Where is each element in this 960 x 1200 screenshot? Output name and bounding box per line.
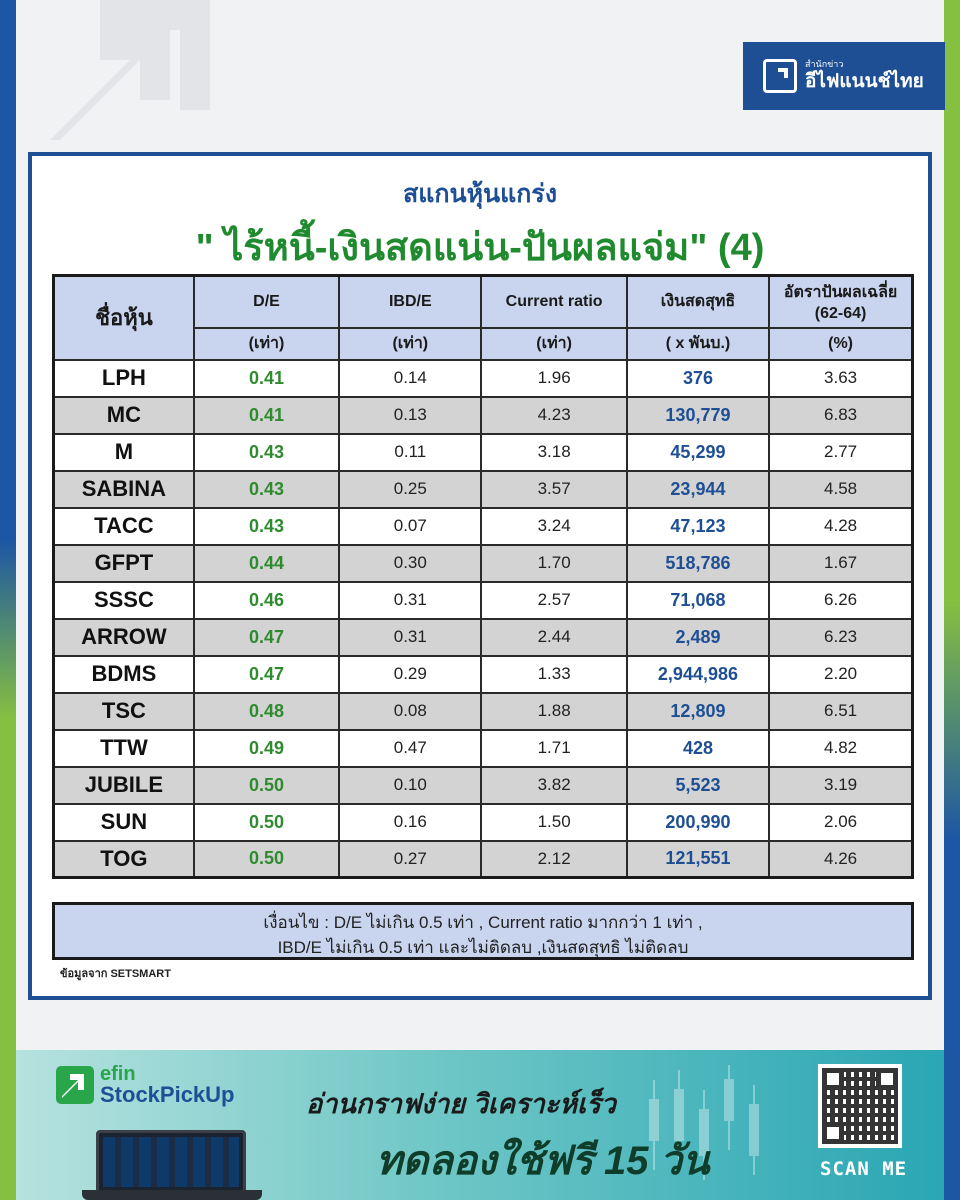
cell-ibde: 0.08	[339, 693, 481, 730]
cell-de: 0.49	[194, 730, 339, 767]
cell-symbol: M	[54, 434, 194, 471]
cell-dividend: 4.26	[769, 841, 912, 878]
laptop-base	[82, 1190, 262, 1200]
table-row	[54, 730, 913, 767]
column-unit-dividend: (%)	[769, 328, 912, 360]
background-arrow-icon	[40, 0, 210, 140]
column-unit-net-cash: ( x พันบ.)	[627, 328, 769, 360]
brand-logo	[743, 42, 945, 110]
cell-current-ratio: 1.88	[481, 693, 626, 730]
table-row	[54, 545, 913, 582]
qr-code-icon[interactable]	[818, 1064, 902, 1148]
page-title: สแกนหุ้นแกร่ง	[402, 180, 558, 208]
table-row	[54, 656, 913, 693]
cell-net-cash: 47,123	[627, 508, 769, 545]
cell-ibde: 0.27	[339, 841, 481, 878]
free-trial-headline[interactable]: ทดลองใช้ฟรี 15 วัน	[376, 1139, 710, 1183]
cell-net-cash: 130,779	[627, 397, 769, 434]
cell-net-cash: 518,786	[627, 545, 769, 582]
column-header-de: D/E	[194, 276, 339, 328]
cell-ibde: 0.14	[339, 360, 481, 397]
cell-net-cash: 12,809	[627, 693, 769, 730]
cell-dividend: 2.77	[769, 434, 912, 471]
cell-ibde: 0.47	[339, 730, 481, 767]
cell-de: 0.47	[194, 656, 339, 693]
condition-line-2: IBD/E ไม่เกิน 0.5 เท่า และไม่ติดลบ ,เงินสดสุทธิ ไม่ติดลบ	[277, 938, 689, 957]
product-name: StockPickUp	[100, 1082, 235, 1107]
cell-de: 0.50	[194, 841, 339, 878]
cell-dividend: 6.51	[769, 693, 912, 730]
cell-symbol: SSSC	[54, 582, 194, 619]
efin-label: efin	[100, 1063, 136, 1085]
cell-current-ratio: 3.18	[481, 434, 626, 471]
cell-de: 0.41	[194, 360, 339, 397]
table-row	[54, 841, 913, 878]
efin-arrow-icon	[56, 1066, 94, 1104]
cell-net-cash: 23,944	[627, 471, 769, 508]
table-row	[54, 619, 913, 656]
brand-arrow-icon	[763, 59, 797, 93]
cell-current-ratio: 1.96	[481, 360, 626, 397]
cell-dividend: 4.28	[769, 508, 912, 545]
cell-symbol: MC	[54, 397, 194, 434]
cell-current-ratio: 2.44	[481, 619, 626, 656]
cell-net-cash: 5,523	[627, 767, 769, 804]
cell-ibde: 0.10	[339, 767, 481, 804]
cell-ibde: 0.31	[339, 582, 481, 619]
brand-caption: สำนักข่าว	[805, 60, 844, 70]
table-row	[54, 471, 913, 508]
column-header-current-ratio: Current ratio	[481, 276, 626, 328]
table-row	[54, 804, 913, 841]
cell-current-ratio: 2.57	[481, 582, 626, 619]
cell-dividend: 6.83	[769, 397, 912, 434]
cell-de: 0.41	[194, 397, 339, 434]
cell-ibde: 0.07	[339, 508, 481, 545]
brand-name: อีไฟแนนช์ไทย	[805, 71, 924, 92]
cell-symbol: TTW	[54, 730, 194, 767]
cell-symbol: GFPT	[54, 545, 194, 582]
cell-net-cash: 376	[627, 360, 769, 397]
left-accent-strip	[0, 0, 16, 1200]
banner-tagline: อ่านกราฟง่าย วิเคราะห์เร็ว	[306, 1089, 616, 1119]
cell-dividend: 3.19	[769, 767, 912, 804]
cell-net-cash: 2,489	[627, 619, 769, 656]
cell-dividend: 3.63	[769, 360, 912, 397]
cell-current-ratio: 2.12	[481, 841, 626, 878]
table-row	[54, 582, 913, 619]
table-row	[54, 434, 913, 471]
main-panel	[28, 152, 932, 1000]
cell-ibde: 0.11	[339, 434, 481, 471]
cell-de: 0.50	[194, 804, 339, 841]
table-row	[54, 693, 913, 730]
cell-symbol: SABINA	[54, 471, 194, 508]
table-row	[54, 508, 913, 545]
cell-dividend: 6.26	[769, 582, 912, 619]
cell-symbol: TACC	[54, 508, 194, 545]
data-source: ข้อมูลจาก SETSMART	[60, 968, 171, 980]
cell-current-ratio: 3.82	[481, 767, 626, 804]
cell-ibde: 0.29	[339, 656, 481, 693]
stock-table	[52, 274, 914, 879]
cell-current-ratio: 1.50	[481, 804, 626, 841]
cell-dividend: 2.20	[769, 656, 912, 693]
cell-dividend: 1.67	[769, 545, 912, 582]
column-header-dividend: อัตราปันผลเฉลี่ย (62-64)	[769, 276, 912, 328]
cell-current-ratio: 1.70	[481, 545, 626, 582]
column-header-name: ชื่อหุ้น	[54, 276, 194, 360]
cell-current-ratio: 3.57	[481, 471, 626, 508]
cell-de: 0.48	[194, 693, 339, 730]
right-accent-strip	[944, 0, 960, 1200]
page-subtitle: " ไร้หนี้-เงินสดแน่น-ปันผลแจ่ม" (4)	[195, 227, 765, 269]
cell-net-cash: 200,990	[627, 804, 769, 841]
cell-ibde: 0.16	[339, 804, 481, 841]
cell-symbol: BDMS	[54, 656, 194, 693]
cell-dividend: 4.58	[769, 471, 912, 508]
cell-de: 0.43	[194, 471, 339, 508]
scan-me-label: SCAN ME	[820, 1158, 908, 1180]
cell-net-cash: 45,299	[627, 434, 769, 471]
cell-symbol: ARROW	[54, 619, 194, 656]
cell-ibde: 0.25	[339, 471, 481, 508]
cell-dividend: 2.06	[769, 804, 912, 841]
table-row	[54, 360, 913, 397]
cell-symbol: JUBILE	[54, 767, 194, 804]
cell-current-ratio: 4.23	[481, 397, 626, 434]
screening-conditions	[52, 902, 914, 960]
column-header-net-cash: เงินสดสุทธิ	[627, 276, 769, 328]
cell-net-cash: 71,068	[627, 582, 769, 619]
cell-de: 0.43	[194, 508, 339, 545]
cell-de: 0.50	[194, 767, 339, 804]
cell-current-ratio: 1.33	[481, 656, 626, 693]
table-row	[54, 397, 913, 434]
cell-net-cash: 121,551	[627, 841, 769, 878]
efin-logo	[56, 1064, 235, 1106]
cell-current-ratio: 3.24	[481, 508, 626, 545]
cell-de: 0.47	[194, 619, 339, 656]
cell-net-cash: 2,944,986	[627, 656, 769, 693]
cell-ibde: 0.13	[339, 397, 481, 434]
promo-banner[interactable]	[16, 1050, 944, 1200]
cell-de: 0.46	[194, 582, 339, 619]
cell-ibde: 0.30	[339, 545, 481, 582]
laptop-image	[96, 1130, 246, 1194]
cell-de: 0.43	[194, 434, 339, 471]
column-unit-current-ratio: (เท่า)	[481, 328, 626, 360]
cell-dividend: 4.82	[769, 730, 912, 767]
cell-current-ratio: 1.71	[481, 730, 626, 767]
column-header-ibde: IBD/E	[339, 276, 481, 328]
cell-de: 0.44	[194, 545, 339, 582]
column-unit-ibde: (เท่า)	[339, 328, 481, 360]
table-row	[54, 767, 913, 804]
column-unit-de: (เท่า)	[194, 328, 339, 360]
cell-net-cash: 428	[627, 730, 769, 767]
cell-symbol: LPH	[54, 360, 194, 397]
condition-line-1: เงื่อนไข : D/E ไม่เกิน 0.5 เท่า , Current ratio มากกว่า 1 เท่า ,	[263, 913, 703, 932]
cell-ibde: 0.31	[339, 619, 481, 656]
cell-symbol: TSC	[54, 693, 194, 730]
cell-dividend: 6.23	[769, 619, 912, 656]
cell-symbol: TOG	[54, 841, 194, 878]
cell-symbol: SUN	[54, 804, 194, 841]
